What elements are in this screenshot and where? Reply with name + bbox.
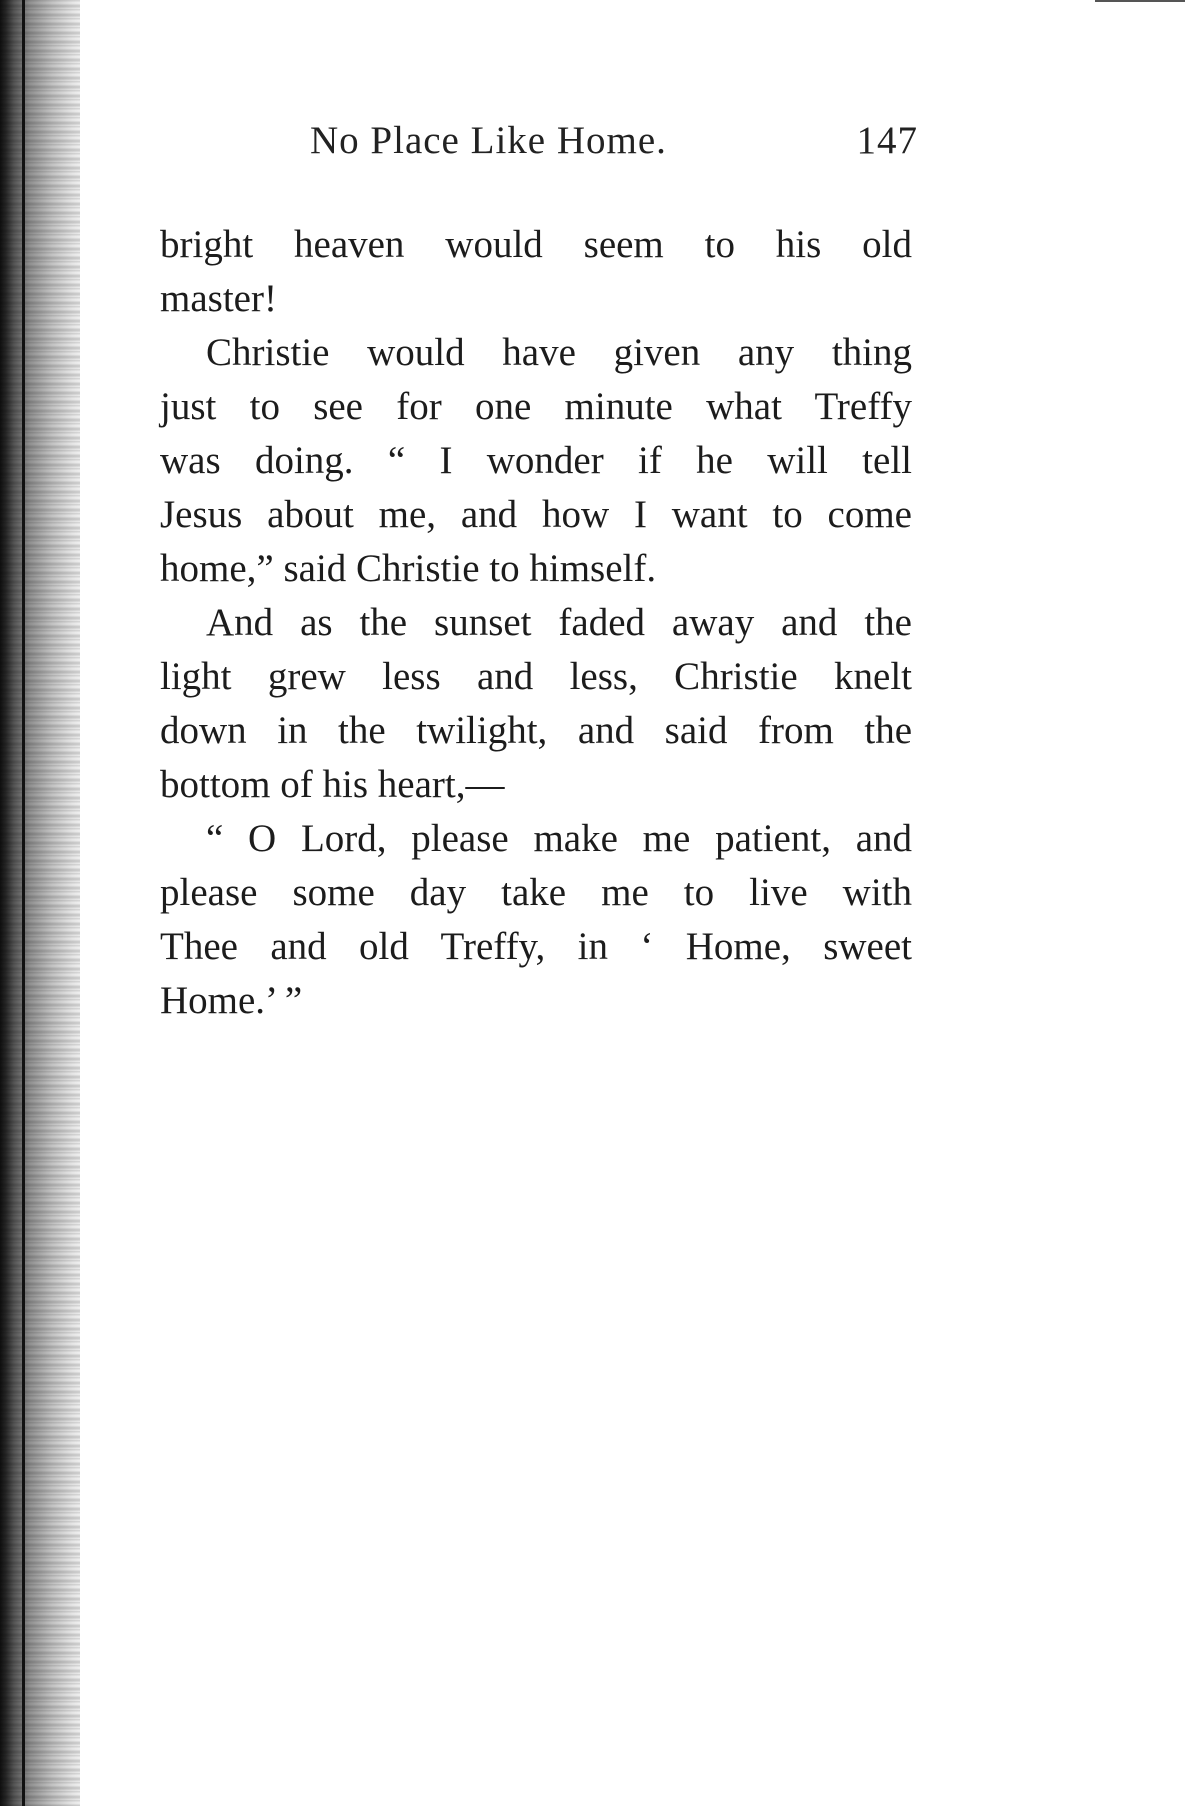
page-header — [298, 118, 918, 178]
text-line: was doing. “ I wonder if he will tell — [160, 439, 912, 482]
text-line: “ O Lord, please make me patient, and — [206, 817, 912, 860]
page-number: 147 — [856, 119, 918, 162]
text-line: Jesus about me, and how I want to come — [160, 493, 912, 536]
text-line: just to see for one minute what Treffy — [160, 385, 912, 428]
text-line: bright heaven would seem to his old — [160, 223, 912, 266]
paragraph-4 — [160, 812, 912, 1028]
text-line: master! — [160, 277, 277, 320]
binding-rule — [22, 0, 25, 1806]
text-line: light grew less and less, Christie knelt — [160, 655, 912, 698]
running-title: No Place Like Home. — [310, 119, 667, 162]
text-line: Christie would have given any thing — [206, 331, 912, 374]
text-line: Home.’ ” — [160, 979, 303, 1022]
text-line: down in the twilight, and said from the — [160, 709, 912, 752]
text-line: bottom of his heart,— — [160, 763, 505, 806]
paragraph-1 — [160, 218, 912, 326]
text-line: And as the sunset faded away and the — [206, 601, 912, 644]
paragraph-3 — [160, 596, 912, 812]
body-text — [160, 218, 912, 1028]
page-binding-edge — [0, 0, 80, 1806]
paragraph-2 — [160, 326, 912, 596]
text-line: home,” said Christie to himself. — [160, 547, 657, 590]
text-line: Thee and old Treffy, in ‘ Home, sweet — [160, 925, 912, 968]
text-line: please some day take me to live with — [160, 871, 912, 914]
top-edge-rule — [1095, 0, 1185, 2]
